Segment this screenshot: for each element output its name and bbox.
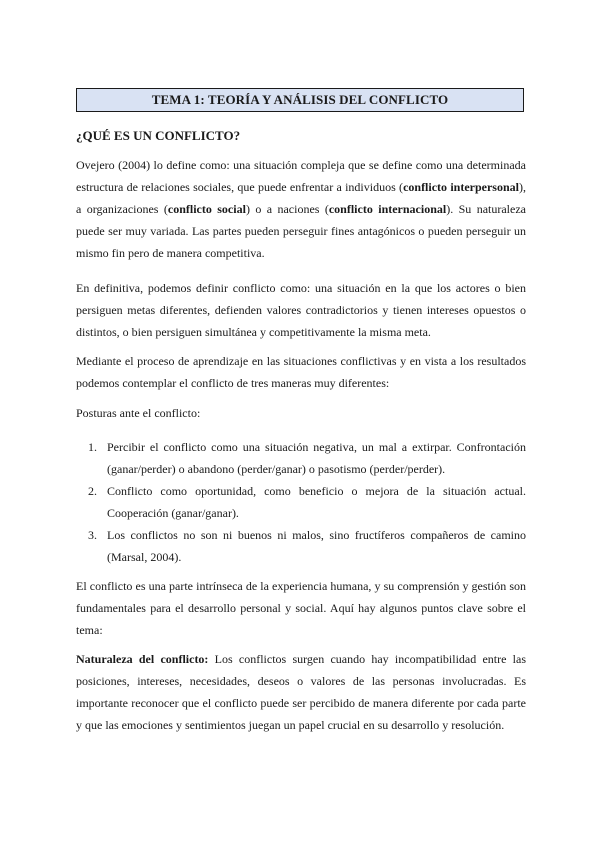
paragraph-summary-definition: En definitiva, podemos definir conflicto como: una situación en la que los actores o bien persiguen metas diferentes, defienden valores contradictorios y tienen intereses opuestos o distintos, o bien persiguen simultánea y competitivamente la misma meta. (76, 281, 526, 339)
paragraph-postures-intro: Posturas ante el conflicto: (76, 406, 201, 420)
list-item-text: Conflicto como oportunidad, como beneficio o mejora de la situación actual. Cooperación (ganar/ganar). (107, 484, 526, 520)
paragraph-definition (76, 154, 526, 264)
list-number: 2. (88, 484, 97, 498)
paragraph-intrinsic-part: El conflicto es una parte intrínseca de la experiencia humana, y su comprensión y gestión son fundamentales para el desarrollo personal y social. Aquí hay algunos puntos clave sobre el tema: (76, 579, 526, 637)
p1-text-2: ), a organizaciones ( (76, 180, 526, 216)
list-number: 3. (88, 528, 97, 542)
term-interpersonal: conflicto interpersonal (403, 180, 519, 194)
p1-text-3: ) o a naciones ( (245, 202, 329, 216)
nature-label: Naturaleza del conflicto: (76, 652, 209, 666)
term-international: conflicto internacional (328, 202, 447, 216)
list-number: 1. (88, 440, 97, 454)
nature-text: Los conflictos surgen cuando hay incompatibilidad entre las posiciones, intereses, necesidades, deseos o valores de las personas involucradas. Es importante reconocer que el conflicto puede ser percibido de manera diferente por cada parte y que las emociones y sentimientos juegan un papel crucial en su desarrollo y resolución. (76, 652, 527, 732)
list-item-text: Percibir el conflicto como una situación negativa, un mal a extirpar. Confrontación (ganar/perder) o abandono (perder/ganar) o pasotismo (perder/perder). (107, 440, 526, 476)
document-title: TEMA 1: TEORÍA Y ANÁLISIS DEL CONFLICTO (76, 88, 524, 112)
paragraph-nature-of-conflict (76, 648, 526, 736)
list-item (76, 480, 526, 524)
term-social: conflicto social (167, 202, 246, 216)
section-heading: ¿QUÉ ES UN CONFLICTO? (76, 128, 241, 143)
p1-text-1: Ovejero (2004) lo define como: una situación compleja que se define como una determinada estructura de relaciones sociales, que puede enfrentar a individuos ( (76, 158, 526, 194)
paragraph-learning-process: Mediante el proceso de aprendizaje en las situaciones conflictivas y en vista a los resultados podemos contemplar el conflicto de tres maneras muy diferentes: (76, 354, 526, 390)
list-item-text: Los conflictos no son ni buenos ni malos, sino fructíferos compañeros de camino (Marsal, 2004). (107, 528, 526, 564)
postures-list (76, 436, 526, 568)
list-item (76, 436, 526, 480)
list-item (76, 524, 526, 568)
p1-text-4: ). Su naturaleza puede ser muy variada. Las partes pueden perseguir fines antagónicos o pueden perseguir un mismo fin pero de manera competitiva. (76, 202, 526, 260)
